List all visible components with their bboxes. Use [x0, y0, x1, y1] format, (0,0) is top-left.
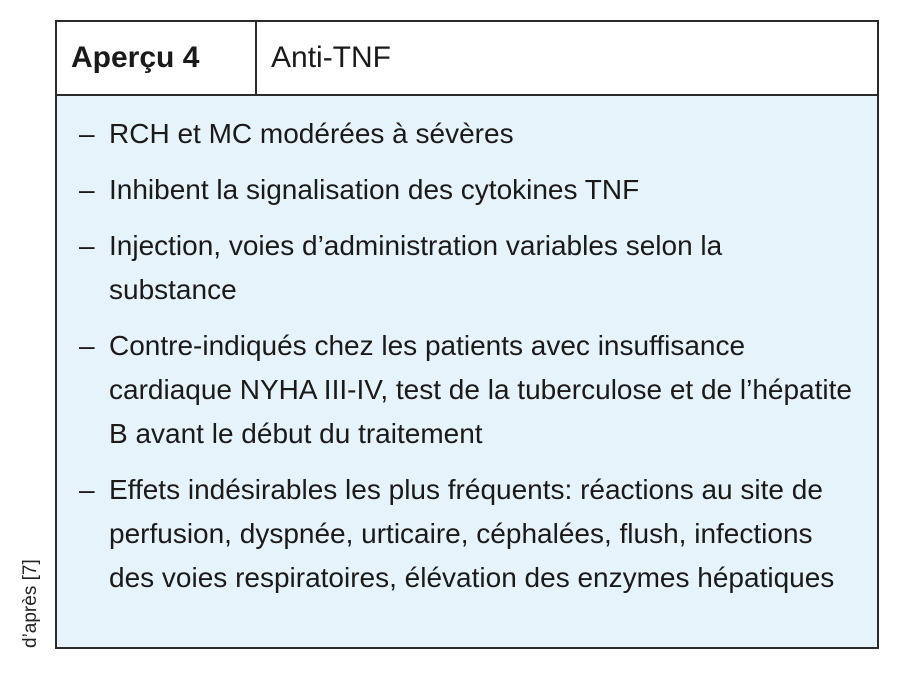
box-header: [57, 22, 877, 96]
list-item: [79, 468, 857, 600]
dash-bullet: –: [79, 174, 95, 205]
dash-bullet: –: [79, 330, 95, 361]
list-item-text: Injection, voies d’administration variables selon la substance: [109, 230, 723, 305]
list-item: [79, 224, 857, 312]
list-item-text: Contre-indiqués chez les patients avec insuffisance cardiaque NYHA III-IV, test de la tuberculose et de l’hépatite B avant le début du traitement: [109, 330, 852, 449]
list-item: [79, 168, 857, 212]
box-label: Aperçu 4: [57, 22, 257, 94]
list-item-text: Inhibent la signalisation des cytokines TNF: [109, 174, 640, 205]
list-item: [79, 324, 857, 456]
dash-bullet: –: [79, 474, 95, 505]
dash-bullet: –: [79, 118, 95, 149]
list-item: [79, 112, 857, 156]
box-title: Anti-TNF: [271, 41, 391, 74]
dash-bullet: –: [79, 230, 95, 261]
source-citation: d’après [7]: [20, 559, 41, 648]
bullet-list: [57, 96, 877, 600]
list-item-text: RCH et MC modérées à sévères: [109, 118, 514, 149]
overview-box: [55, 20, 879, 649]
list-item-text: Effets indésirables les plus fréquents: réactions au site de perfusion, dyspnée, urticaire, céphalées, flush, infections des voies respiratoires, élévation des enzymes hépatiques: [109, 474, 835, 593]
